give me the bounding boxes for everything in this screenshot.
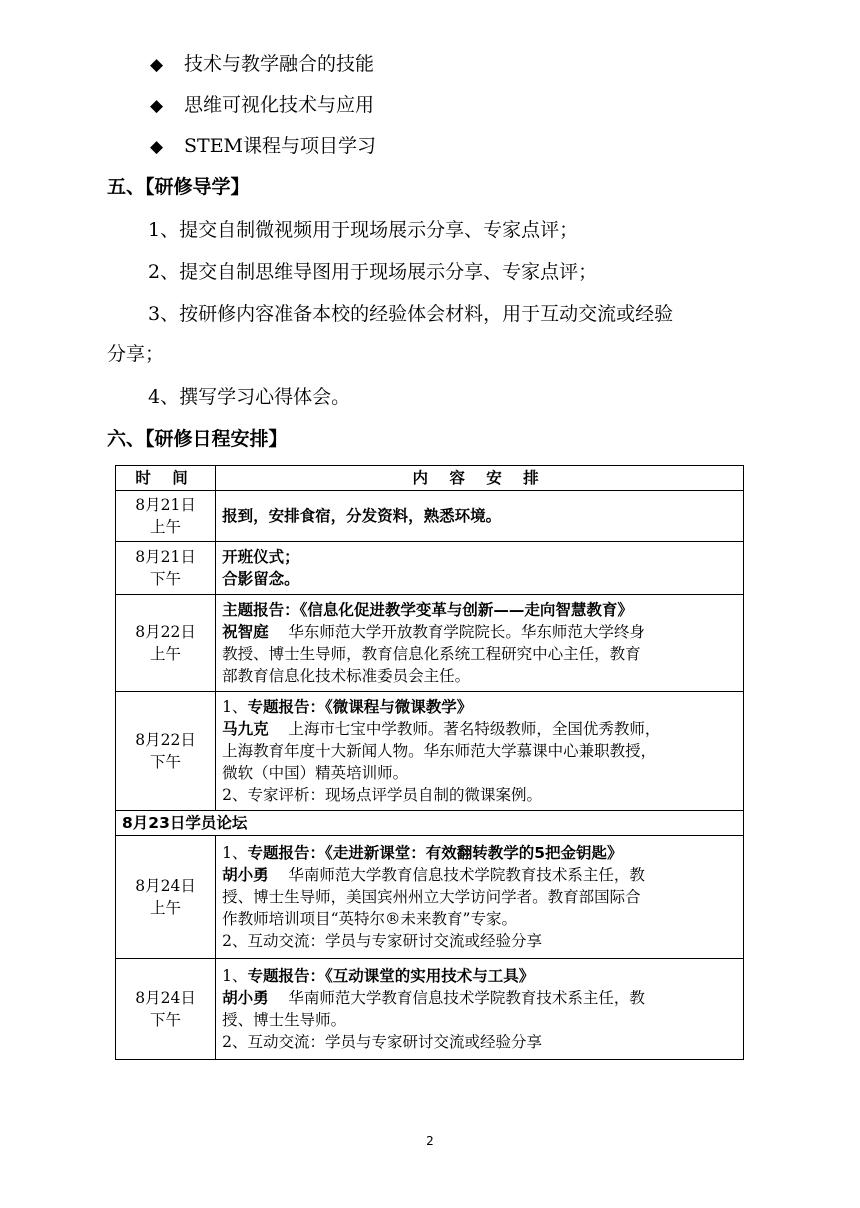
diamond-bullet-icon: ◆ xyxy=(150,96,164,116)
paragraph: 2、提交自制思维导图用于现场展示分享、专家点评； xyxy=(148,261,598,283)
paragraph: 4、撰写学习心得体会。 xyxy=(148,386,351,408)
diamond-bullet-icon: ◆ xyxy=(150,137,164,157)
diamond-bullet-icon: ◆ xyxy=(150,55,164,75)
table-row xyxy=(116,811,744,836)
table-row xyxy=(116,692,744,811)
table-row xyxy=(116,595,744,692)
time-cell: 8月21日 下午 xyxy=(116,542,216,595)
content-cell: 主题报告：《信息化促进教学变革与创新——走向智慧教育》 祝智庭 华东师范大学开放教育学院院长。华东师范大学终身 教授、博士生导师，教育信息化系统工程研究中心主任，教育 部教育信息化技术标准委员会主任。 xyxy=(216,595,744,692)
section-heading: 五、【研修导学】 xyxy=(107,176,250,198)
bullet-item: ◆ 思维可视化技术与应用 xyxy=(150,94,375,116)
time-cell: 8月22日 上午 xyxy=(116,595,216,692)
report-title: 主题报告：《信息化促进教学变革与创新——走向智慧教育》 xyxy=(222,601,633,619)
paragraph: 3、按研修内容准备本校的经验体会材料，用于互动交流或经验 xyxy=(148,303,674,325)
header-time: 时 间 xyxy=(116,466,216,491)
bullet-item: ◆ 技术与教学融合的技能 xyxy=(150,53,375,75)
report-title: 专题报告：《互动课堂的实用技术与工具》 xyxy=(247,967,535,985)
time-cell: 8月24日 上午 xyxy=(116,836,216,959)
bullet-item: ◆ STEM课程与项目学习 xyxy=(150,135,377,157)
speaker-name: 胡小勇 xyxy=(222,989,269,1007)
speaker-name: 胡小勇 xyxy=(222,866,269,884)
header-content: 内 容 安 排 xyxy=(216,466,744,491)
time-cell: 8月22日 下午 xyxy=(116,692,216,811)
speaker-name: 祝智庭 xyxy=(222,623,269,641)
report-title: 专题报告：《微课程与微课教学》 xyxy=(247,698,473,716)
schedule-table xyxy=(115,465,744,1060)
table-header-row xyxy=(116,466,744,491)
content-cell: 1、专题报告：《走进新课堂：有效翻转教学的5把金钥匙》 胡小勇 华南师范大学教育信息技术学院教育技术系主任，教 授、博士生导师，美国宾州州立大学访问学者。教育部国际合 作教师培训项目“英特尔®未来教育”专家。 2、互动交流：学员与专家研讨交流或经验分享 xyxy=(216,836,744,959)
paragraph: 1、提交自制微视频用于现场展示分享、专家点评； xyxy=(148,219,579,241)
content-cell: 1、专题报告：《互动课堂的实用技术与工具》 胡小勇 华南师范大学教育信息技术学院教育技术系主任，教 授、博士生导师。 2、互动交流：学员与专家研讨交流或经验分享 xyxy=(216,959,744,1060)
forum-cell: 8月23日学员论坛 xyxy=(116,811,744,836)
table-row xyxy=(116,542,744,595)
section-heading: 六、【研修日程安排】 xyxy=(107,428,288,450)
table-row xyxy=(116,836,744,959)
content-cell: 1、专题报告：《微课程与微课教学》 马九克 上海市七宝中学教师。著名特级教师，全国优秀教师， 上海教育年度十大新闻人物。华东师范大学慕课中心兼职教授， 微软（中国）精英培训师。 2、专家评析：现场点评学员自制的微课案例。 xyxy=(216,692,744,811)
time-cell: 8月24日 下午 xyxy=(116,959,216,1060)
table-row xyxy=(116,959,744,1060)
speaker-name: 马九克 xyxy=(222,720,269,738)
content-cell: 报到，安排食宿，分发资料，熟悉环境。 xyxy=(216,491,744,542)
time-cell: 8月21日 上午 xyxy=(116,491,216,542)
report-title: 专题报告：《走进新课堂：有效翻转教学的5把金钥匙》 xyxy=(247,844,623,862)
content-cell: 开班仪式； 合影留念。 xyxy=(216,542,744,595)
paragraph: 分享； xyxy=(107,343,165,365)
page-number: 2 xyxy=(426,1134,434,1148)
table-row xyxy=(116,491,744,542)
